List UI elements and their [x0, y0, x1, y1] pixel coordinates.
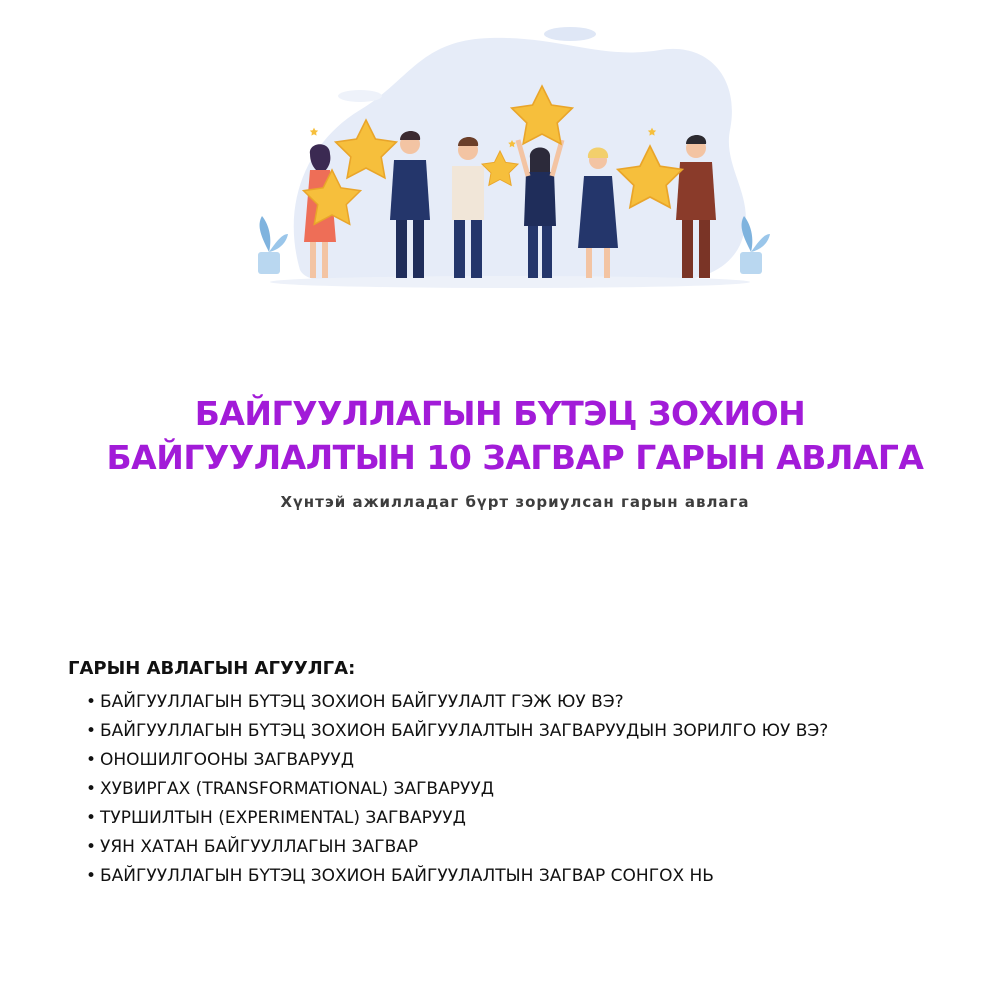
bullet-icon: •: [86, 692, 97, 712]
list-item: [86, 833, 968, 862]
subtitle: Хүнтэй ажилладаг бүрт зориулсан гарын авлага: [280, 493, 750, 511]
toc-heading: ГАРЫН АВЛАГЫН АГУУЛГА:: [68, 658, 356, 679]
page-title: [0, 392, 1000, 480]
bullet-icon: •: [86, 837, 97, 857]
list-item: [86, 746, 968, 775]
title-line-1: БАЙГУУЛЛАГЫН БҮТЭЦ ЗОХИОН: [194, 394, 806, 433]
cloud-shape: [338, 90, 382, 102]
bullet-icon: •: [86, 808, 97, 828]
small-star-icon: [310, 128, 318, 136]
toc-list: [68, 688, 968, 891]
table-of-contents: [68, 656, 968, 891]
list-item-label: ТУРШИЛТЫН (EXPERIMENTAL) ЗАГВАРУУД: [100, 808, 466, 828]
list-item: [86, 775, 968, 804]
cloud-shape: [544, 27, 596, 41]
plant-icon: [740, 216, 770, 274]
list-item: [86, 804, 968, 833]
list-item: [86, 862, 968, 891]
bullet-icon: •: [86, 721, 97, 741]
list-item-label: УЯН ХАТАН БАЙГУУЛЛАГЫН ЗАГВАР: [100, 837, 419, 857]
bullet-icon: •: [86, 866, 97, 886]
list-item-label: БАЙГУУЛЛАГЫН БҮТЭЦ ЗОХИОН БАЙГУУЛАЛТЫН ЗАГВАР СОНГОХ НЬ: [100, 866, 714, 886]
bullet-icon: •: [86, 779, 97, 799]
list-item-label: ОНОШИЛГООНЫ ЗАГВАРУУД: [100, 750, 354, 770]
list-item: [86, 717, 968, 746]
title-line-2: БАЙГУУЛАЛТЫН 10 ЗАГВАР ГАРЫН АВЛАГА: [106, 438, 924, 477]
list-item-label: БАЙГУУЛЛАГЫН БҮТЭЦ ЗОХИОН БАЙГУУЛАЛТЫН ЗАГВАРУУДЫН ЗОРИЛГО ЮУ ВЭ?: [100, 721, 829, 741]
list-item-label: ХУВИРГАХ (TRANSFORMATIONAL) ЗАГВАРУУД: [100, 779, 494, 799]
list-item-label: БАЙГУУЛЛАГЫН БҮТЭЦ ЗОХИОН БАЙГУУЛАЛТ ГЭЖ ЮУ ВЭ?: [100, 692, 624, 712]
people-holding-stars-illustration: [240, 20, 780, 300]
plant-icon: [258, 216, 288, 274]
list-item: [86, 688, 968, 717]
bullet-icon: •: [86, 750, 97, 770]
floor-shadow: [270, 276, 750, 288]
